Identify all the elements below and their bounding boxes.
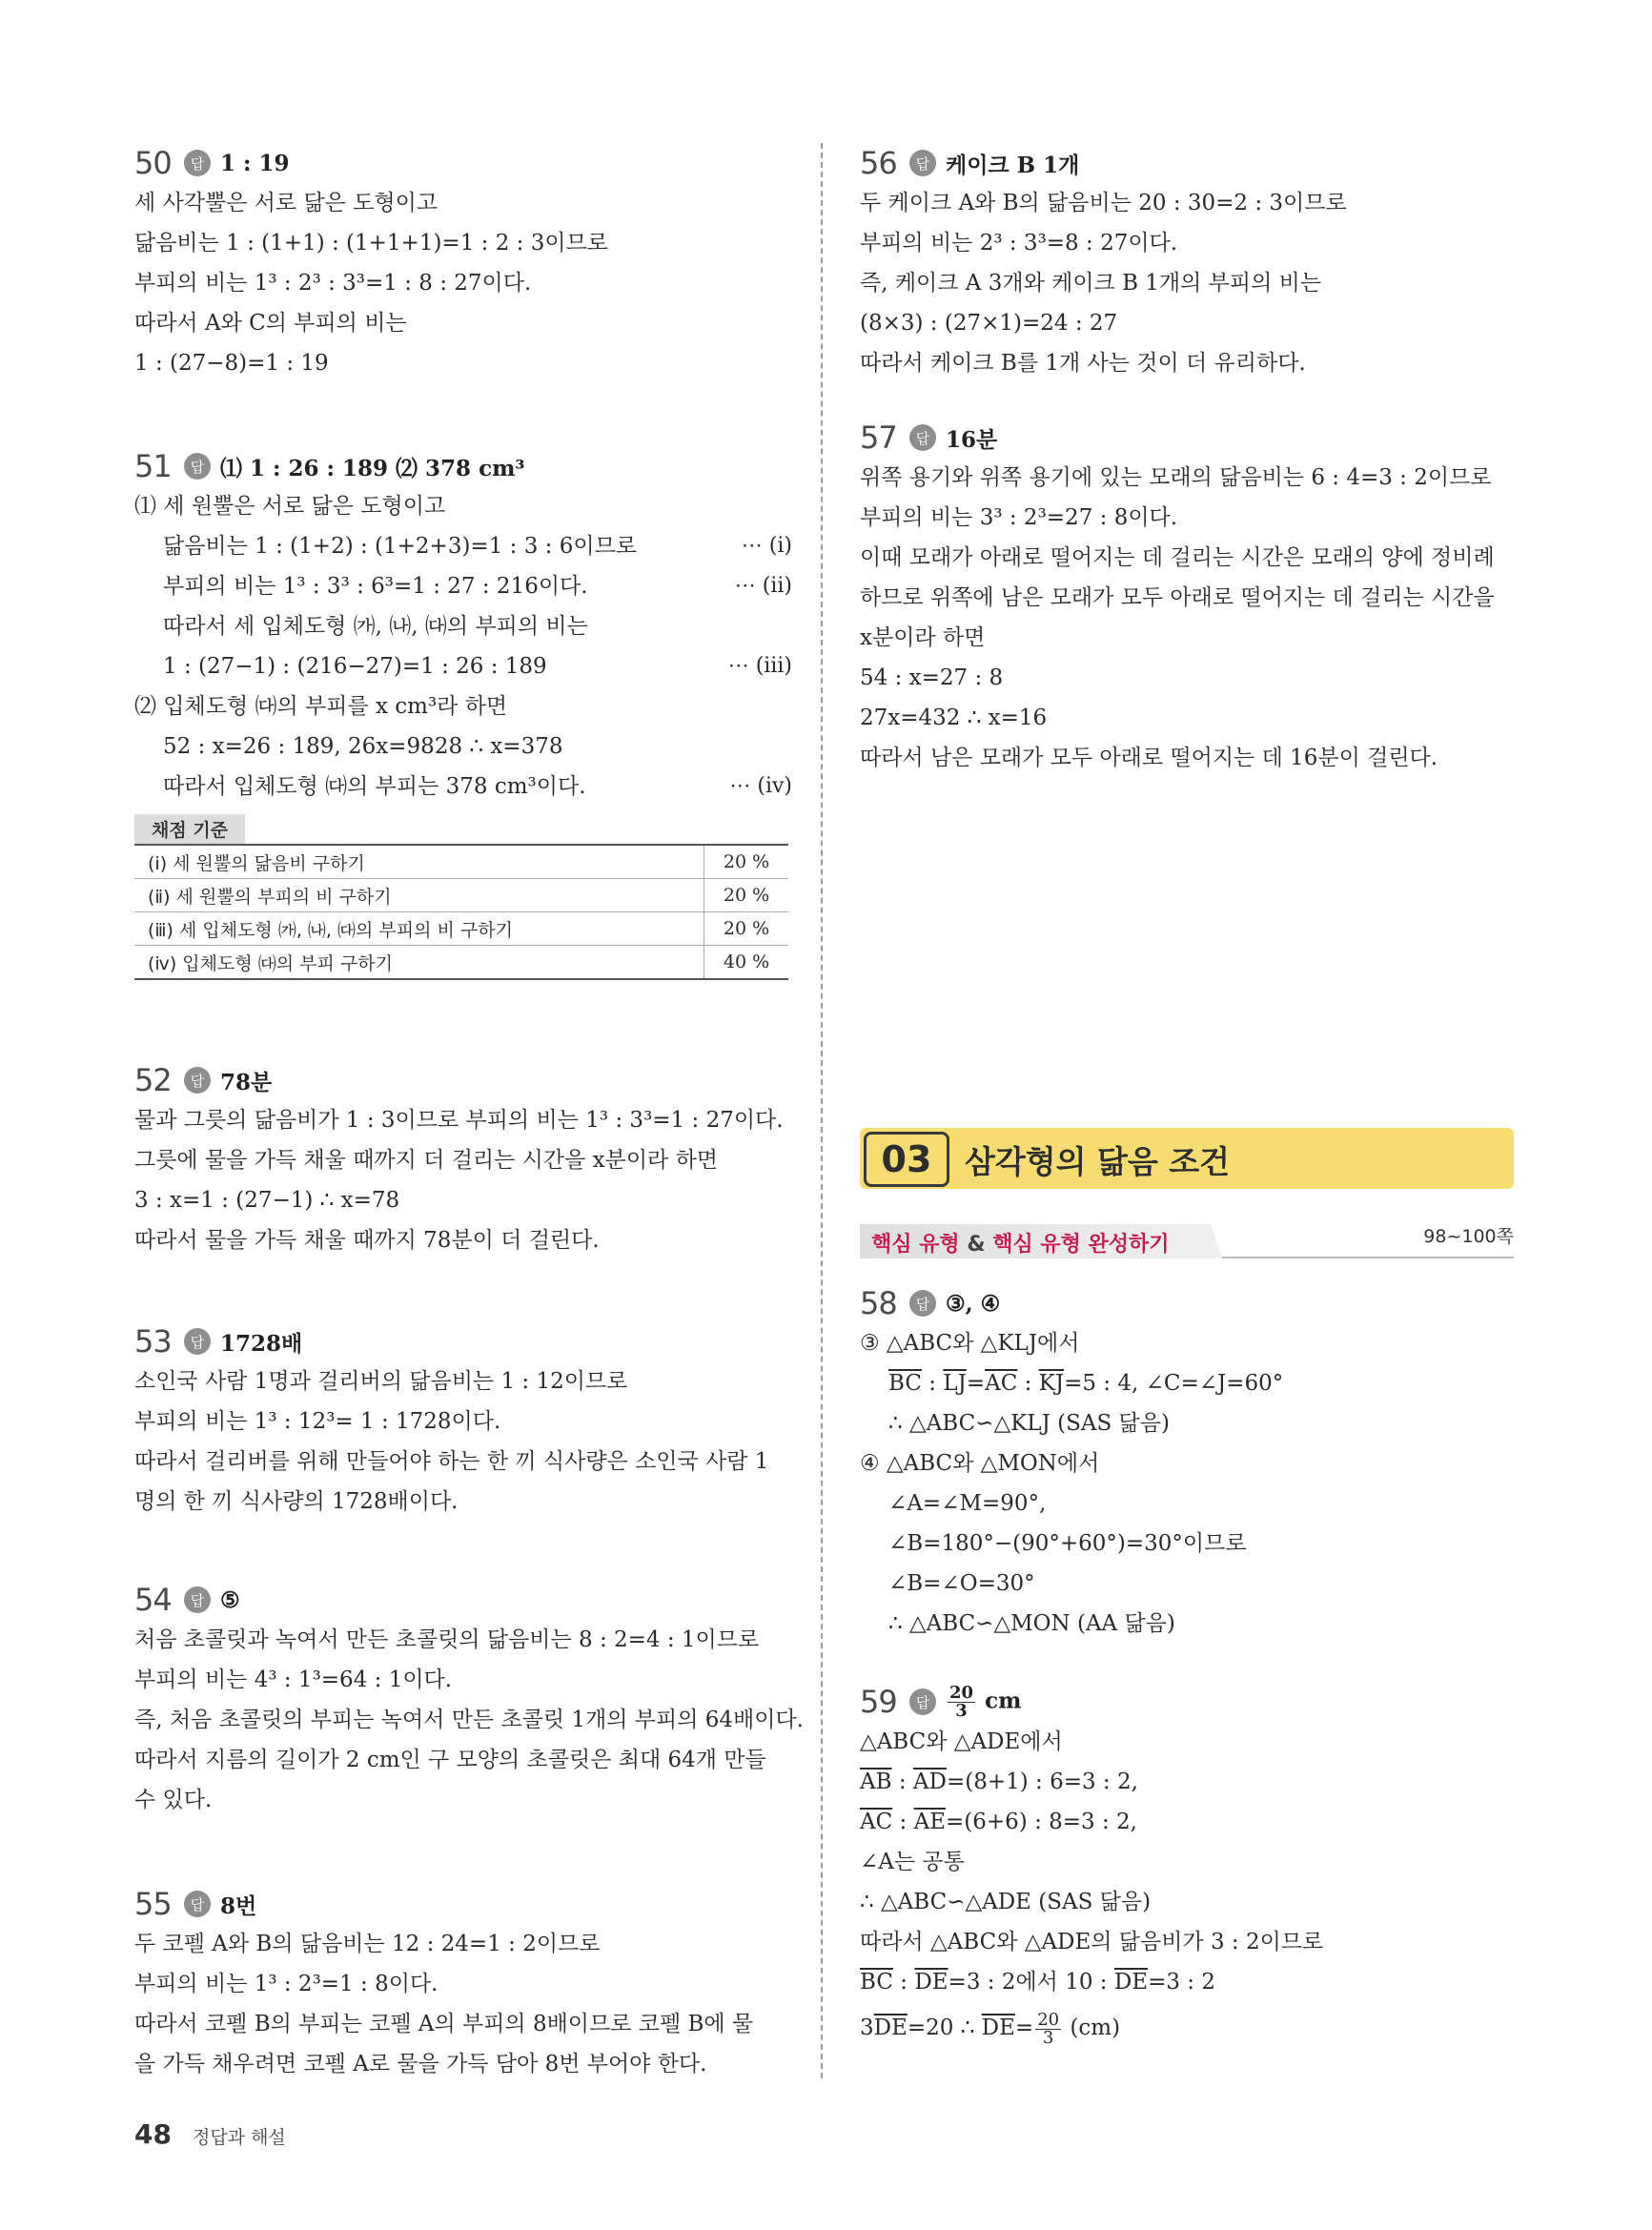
sub-banner-title: 핵심 유형 & 핵심 유형 완성하기 [871, 1233, 1170, 1257]
solution-line: 따라서 물을 가득 채울 때까지 78분이 더 걸린다. [134, 1228, 600, 1253]
answer-badge-icon: 답 [909, 1688, 936, 1715]
solution-line: 1 : (27−8)=1 : 19 [134, 351, 329, 376]
solution-line: 이때 모래가 아래로 떨어지는 데 걸리는 시간은 모래의 양에 정비례 [860, 545, 1495, 570]
problem-number: 55 [134, 1886, 172, 1922]
answer: 8번 [220, 1892, 257, 1919]
answer-badge-icon: 답 [184, 1586, 211, 1613]
solution-line: 부피의 비는 4³ : 1³=64 : 1이다. [134, 1667, 453, 1692]
solution-line: 27x=432 ∴ x=16 [860, 706, 1048, 730]
page-range: 98~100쪽 [1423, 1226, 1514, 1247]
answer-badge-icon: 답 [909, 424, 936, 451]
solution-line: 54 : x=27 : 8 [860, 665, 1004, 690]
solution-line: 닮음비는 1 : (1+2) : (1+2+3)=1 : 3 : 6이므로 ⋯ (ⅰ) [134, 526, 792, 566]
section-title: 삼각형의 닮음 조건 [965, 1143, 1231, 1180]
solution-line: ∴ △ABC∽△MON (AA 닮음) [888, 1611, 1175, 1636]
solution-line: 따라서 코펠 B의 부피는 코펠 A의 부피의 8배이므로 코펠 B에 물 [134, 2012, 754, 2036]
solution-line: 따라서 남은 모래가 모두 아래로 떨어지는 데 16분이 걸린다. [860, 746, 1438, 770]
problem-52 [134, 1060, 792, 1260]
solution-line: ∠A는 공통 [860, 1850, 965, 1874]
sub-banner [860, 1220, 1514, 1260]
table-row: (ⅳ) 입체도형 ㈐의 부피 구하기 40 % [134, 946, 788, 980]
solution-line: 따라서 입체도형 ㈐의 부피는 378 cm³이다. ⋯ (ⅳ) [134, 767, 792, 807]
solution-line: 즉, 케이크 A 3개와 케이크 B 1개의 부피의 비는 [860, 271, 1322, 296]
answer: ⑴ 1 : 26 : 189 ⑵ 378 cm³ [220, 455, 525, 481]
answer: ⑤ [220, 1586, 240, 1613]
solution-line: ⑵ 입체도형 ㈐의 부피를 x cm³라 하면 [134, 694, 508, 719]
table-row: (ⅰ) 세 원뿔의 닮음비 구하기 20 % [134, 845, 788, 879]
answer: 78분 [220, 1069, 273, 1095]
problem-54 [134, 1580, 804, 1820]
solution-line: 명의 한 끼 식사량의 1728배이다. [134, 1489, 459, 1514]
answer: 1728배 [220, 1330, 303, 1357]
problem-53 [134, 1321, 792, 1522]
problem-number: 52 [134, 1062, 172, 1098]
solution-line: 두 케이크 A와 B의 닮음비는 20 : 30=2 : 3이므로 [860, 191, 1347, 215]
column-divider [821, 143, 823, 2078]
solution-line: 따라서 케이크 B를 1개 사는 것이 더 유리하다. [860, 351, 1306, 376]
scoring-rubric [134, 814, 792, 980]
solution-line: 을 가득 채우려면 코펠 A로 물을 가득 담아 8번 부어야 한다. [134, 2052, 707, 2077]
answer-badge-icon: 답 [184, 1891, 211, 1917]
solution-line: 3 : x=1 : (27−1) ∴ x=78 [134, 1188, 400, 1213]
answer-badge-icon: 답 [184, 150, 211, 176]
solution-line: 따라서 걸리버를 위해 만들어야 하는 한 끼 식사량은 소인국 사람 1 [134, 1449, 769, 1474]
table-row: (ⅱ) 세 원뿔의 부피의 비 구하기 20 % [134, 879, 788, 912]
solution-line: 하므로 위쪽에 남은 모래가 모두 아래로 떨어지는 데 걸리는 시간을 [860, 585, 1495, 610]
problem-58 [860, 1283, 1518, 1644]
solution-line: $\overline{AB}$ : $\overline{AD}=(8+1)$ : 6=3 : 2, [860, 1770, 1138, 1794]
step-tag: ⋯ (ⅱ) [734, 574, 792, 598]
solution-line: ③ △ABC와 △KLJ에서 [860, 1331, 1080, 1356]
answer: 1 : 19 [220, 150, 290, 176]
solution-line: ∴ △ABC∽△KLJ (SAS 닮음) [888, 1411, 1170, 1436]
solution-line: 그릇에 물을 가득 채울 때까지 더 걸리는 시간을 x분이라 하면 [134, 1148, 719, 1173]
solution-line: 따라서 세 입체도형 ㈎, ㈏, ㈐의 부피의 비는 [163, 614, 588, 639]
solution-line: 세 사각뿔은 서로 닮은 도형이고 [134, 191, 438, 215]
solution-line: x분이라 하면 [860, 625, 986, 650]
solution-line: 두 코펠 A와 B의 닮음비는 12 : 24=1 : 2이므로 [134, 1932, 601, 1956]
solution-line: $\overline{AC}$ : $\overline{AE}=(6+6)$ : 8=3 : 2, [860, 1810, 1137, 1834]
solution-line: ④ △ABC와 △MON에서 [860, 1451, 1100, 1476]
solution-line: 부피의 비는 1³ : 3³ : 6³=1 : 27 : 216이다. ⋯ (ⅱ) [134, 566, 792, 606]
solution-line: 따라서 A와 C의 부피의 비는 [134, 311, 407, 336]
solution-line: (8×3) : (27×1)=24 : 27 [860, 311, 1118, 336]
problem-number: 54 [134, 1582, 172, 1618]
problem-59 [860, 1682, 1518, 2054]
solution-line: 닮음비는 1 : (1+1) : (1+1+1)=1 : 2 : 3이므로 [134, 231, 608, 256]
problem-number: 58 [860, 1285, 897, 1321]
rubric-title: 채점 기준 [134, 814, 245, 844]
solution-line: 부피의 비는 3³ : 2³=27 : 8이다. [860, 505, 1178, 530]
problem-55 [134, 1884, 792, 2084]
problem-number: 53 [134, 1323, 172, 1360]
solution-line: 수 있다. [134, 1788, 213, 1812]
solution-line: ⑴ 세 원뿔은 서로 닮은 도형이고 [134, 494, 446, 519]
solution-line: 부피의 비는 1³ : 2³=1 : 8이다. [134, 1972, 438, 1996]
solution-line: ∠A=∠M=90°, [888, 1491, 1047, 1516]
rubric-table [134, 844, 788, 980]
footer-label: 정답과 해설 [192, 2127, 286, 2148]
solution-line: ∠B=180°−(90°+60°)=30°이므로 [888, 1531, 1247, 1556]
answer-badge-icon: 답 [909, 1290, 936, 1317]
solution-line: $\overline{BC}$ : $\overline{LJ}=\overline{AC}$ : $\overline{KJ}=5$ : 4, ∠C=∠J=60° [888, 1371, 1284, 1396]
solution-line: 1 : (27−1) : (216−27)=1 : 26 : 189 ⋯ (ⅲ) [134, 646, 792, 686]
answer-badge-icon: 답 [184, 1328, 211, 1355]
problem-56 [860, 143, 1518, 383]
section-banner [860, 1128, 1514, 1189]
problem-number: 57 [860, 419, 897, 456]
page-number: 48 [134, 2118, 172, 2150]
section-number: 03 [864, 1132, 949, 1187]
solution-line: 즉, 처음 초콜릿의 부피는 녹여서 만든 초콜릿 1개의 부피의 64배이다. [134, 1708, 804, 1732]
step-tag: ⋯ (ⅲ) [727, 654, 792, 678]
problem-50 [134, 143, 792, 383]
sub-banner-rule [1222, 1257, 1514, 1258]
solution-line: 부피의 비는 2³ : 3³=8 : 27이다. [860, 231, 1178, 256]
solution-line: 따라서 지름의 길이가 2 cm인 구 모양의 초콜릿은 최대 64개 만들 [134, 1748, 766, 1772]
solution-line: ∠B=∠O=30° [888, 1571, 1035, 1596]
solution-line: $3\overline{DE}=20$ ∴ $\overline{DE}=$ $\frac{20}{3}$ (cm) [860, 2009, 1121, 2048]
solution-line: 부피의 비는 1³ : 2³ : 3³=1 : 8 : 27이다. [134, 271, 532, 296]
solution-line: ∴ △ABC∽△ADE (SAS 닮음) [860, 1890, 1152, 1914]
step-tag: ⋯ (ⅰ) [741, 534, 792, 558]
table-row: (ⅲ) 세 입체도형 ㈎, ㈏, ㈐의 부피의 비 구하기 20 % [134, 912, 788, 946]
solution-line: 처음 초콜릿과 녹여서 만든 초콜릿의 닮음비는 8 : 2=4 : 1이므로 [134, 1627, 760, 1652]
problem-number: 59 [860, 1684, 897, 1720]
answer-badge-icon: 답 [184, 453, 211, 480]
answer-badge-icon: 답 [184, 1067, 211, 1094]
solution-line: △ABC와 △ADE에서 [860, 1729, 1063, 1754]
problem-number: 51 [134, 448, 172, 484]
step-tag: ⋯ (ⅳ) [729, 774, 792, 798]
problem-57 [860, 418, 1518, 778]
solution-line: $\overline{BC}$ : $\overline{DE}=3$ : 2에서 10 : $\overline{DE}=3$ : 2 [860, 1970, 1215, 1995]
problem-51 [134, 446, 792, 980]
answer: $\frac{20}{3}$ cm [949, 1682, 1022, 1721]
solution-line: 소인국 사람 1명과 걸리버의 닮음비는 1 : 12이므로 [134, 1369, 628, 1394]
solution-line: 부피의 비는 1³ : 12³= 1 : 1728이다. [134, 1409, 501, 1434]
answer: 케이크 B 1개 [946, 152, 1080, 178]
solution-line: 물과 그릇의 닮음비가 1 : 3이므로 부피의 비는 1³ : 3³=1 : 27이다. [134, 1108, 784, 1133]
solution-line: 따라서 △ABC와 △ADE의 닮음비가 3 : 2이므로 [860, 1930, 1324, 1954]
solution-line: 52 : x=26 : 189, 26x=9828 ∴ x=378 [163, 734, 563, 759]
answer-badge-icon: 답 [909, 150, 936, 176]
problem-number: 50 [134, 145, 172, 181]
answer: 16분 [946, 426, 998, 453]
answer: ③, ④ [946, 1290, 1001, 1317]
problem-number: 56 [860, 145, 897, 181]
page-footer [134, 2118, 286, 2150]
solution-line: 위쪽 용기와 위쪽 용기에 있는 모래의 닮음비는 6 : 4=3 : 2이므로 [860, 465, 1492, 490]
